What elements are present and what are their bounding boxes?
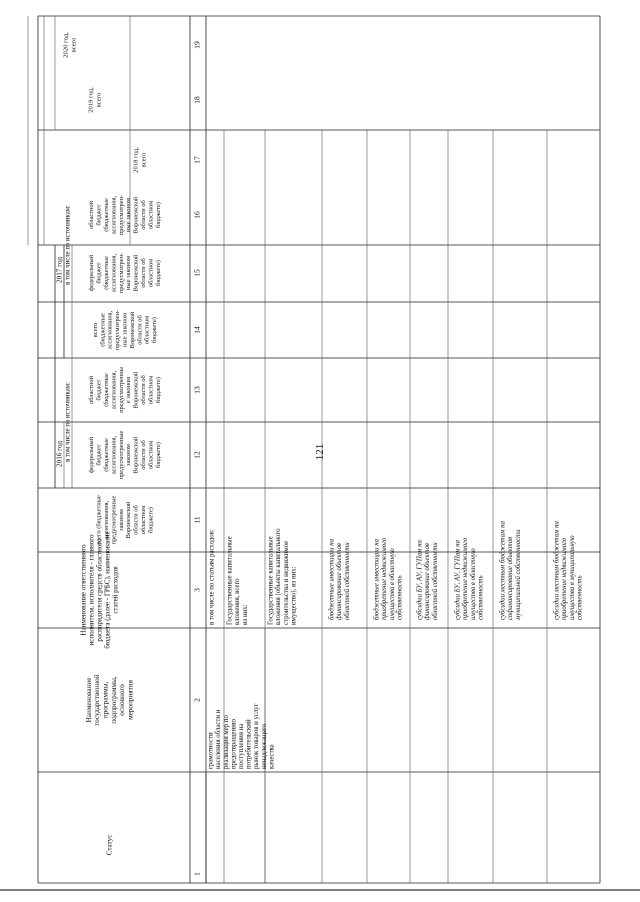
column-number: 19 xyxy=(192,41,202,49)
expense-row-text: из них: xyxy=(241,604,249,625)
table-row xyxy=(500,521,522,621)
header-federal-2016: Воронежской xyxy=(132,436,140,474)
header-incl-sources: в том числе по источникам: xyxy=(64,382,72,462)
header-federal-2017: области об xyxy=(139,258,147,288)
header-regional-2017: областном xyxy=(147,200,155,230)
expense-row-text: Государственные капитальные xyxy=(267,536,275,625)
header-regional-2017: ассигнования, xyxy=(110,195,118,235)
column-number: 13 xyxy=(192,386,202,394)
header-regional-2017: ные законом xyxy=(125,197,133,233)
expense-row-text: приобретение недвижимого xyxy=(561,537,569,620)
header-program-name: мероприятия xyxy=(126,680,135,720)
header-federal-2017: федеральный xyxy=(88,254,96,292)
header-responsible: бюджета (далее - ГРБС), наименование xyxy=(103,531,112,649)
header-responsible: исполнителя, исполнителя - главного xyxy=(87,534,96,646)
expense-row-text: строительства и недвижимое xyxy=(282,540,290,625)
table-row xyxy=(268,528,298,625)
header-total-2017: областном xyxy=(143,315,151,345)
header-total-2017: всего xyxy=(91,322,99,338)
column-number: 2 xyxy=(192,698,202,702)
header-regional-2016: бюджете) xyxy=(154,377,162,403)
expense-row-text: имущества в областную xyxy=(469,548,477,620)
expense-row-text: финансирование объектов xyxy=(336,543,344,620)
header-federal-2017: ассигнования, xyxy=(110,253,118,293)
header-regional-2016: е законом xyxy=(125,376,133,404)
program-text-line: населения области и xyxy=(215,709,223,769)
program-text-line: качества xyxy=(268,744,276,769)
header-federal-2016: ассигнования, xyxy=(110,435,118,475)
table-row xyxy=(209,529,216,625)
header-federal-2016: областном xyxy=(147,440,155,470)
expense-row-text: Государственные капитальные xyxy=(226,536,234,625)
header-total-2017: (бюджетные xyxy=(99,313,107,347)
header-total-2016: ассигнования, xyxy=(102,500,110,540)
expense-row-text: муниципальной собственности xyxy=(514,529,522,620)
header-regional-2017: предусмотрен- xyxy=(117,194,125,236)
program-text-line: ненадлежащего xyxy=(260,723,268,769)
header-program-name: государственной xyxy=(93,674,102,726)
header-regional-2016: областном xyxy=(147,375,155,405)
header-regional-2016: областной xyxy=(88,376,96,404)
header-status: Статус xyxy=(105,834,114,856)
header-regional-2016: предусмотренны xyxy=(117,367,125,413)
expense-row-text: собственность xyxy=(477,575,485,620)
column-number: 11 xyxy=(192,516,202,524)
header-federal-2016: (бюджетные xyxy=(102,438,110,472)
expense-row-text: софинансирование объектов xyxy=(507,536,515,620)
expense-row-text: субсидии местным бюджетам на xyxy=(499,521,507,620)
header-total-2016: предусмотренные xyxy=(110,495,118,545)
table-row xyxy=(329,538,351,620)
column-number: 15 xyxy=(192,269,202,277)
program-text-line: рынок товаров и услуг xyxy=(253,703,261,769)
expense-row-text: имущество), из них: xyxy=(290,566,298,625)
expense-row-text: вложения (объекты капитального xyxy=(275,528,283,625)
program-text-line: поступления на xyxy=(237,723,245,769)
header-incl-sources: в том числе по источникам: xyxy=(64,205,72,285)
expense-row-text: субсидии местным бюджетам на xyxy=(553,521,561,620)
header-federal-2016: федеральный xyxy=(88,436,96,474)
table-body xyxy=(208,521,584,769)
header-responsible: Наименование ответственного xyxy=(79,544,88,636)
header-regional-2017: области об xyxy=(139,200,147,230)
header-federal-2016: области об xyxy=(139,440,147,470)
header-responsible: статей расходов xyxy=(111,566,120,614)
header-federal-2017: областном xyxy=(147,258,155,288)
header-2020: 2020 год, xyxy=(62,32,70,58)
table-header xyxy=(56,32,202,876)
expense-row-text: областной собственности xyxy=(431,542,439,620)
expense-row-text: приобретение недвижимого xyxy=(462,537,470,620)
column-number: 17 xyxy=(192,156,202,164)
expense-row-text: субсидии БУ, АУ, ГУПам на xyxy=(416,540,424,620)
expense-row-text: собственность xyxy=(396,575,404,620)
table-row xyxy=(417,539,439,620)
program-text-line: грамотности xyxy=(207,732,215,769)
header-total-2017: области об xyxy=(136,315,144,345)
header-total-2016: всего (бюджетные xyxy=(95,495,103,545)
table-row xyxy=(455,537,485,620)
header-federal-2016: предусмотренные xyxy=(117,430,125,480)
program-text-line: реализация мер по xyxy=(222,715,230,769)
header-total-2016: областном xyxy=(139,505,147,535)
expense-row-text: областной собственности xyxy=(343,542,351,620)
header-total-2016: Воронежской xyxy=(125,501,133,539)
header-regional-2017: областной xyxy=(88,201,96,229)
table-row xyxy=(227,536,249,625)
table-row xyxy=(374,537,404,620)
header-total-2016: законом xyxy=(117,509,125,531)
header-federal-2017: Воронежской xyxy=(132,254,140,292)
header-2018: всего xyxy=(140,152,148,168)
table-row xyxy=(554,521,584,620)
program-text-line: предотвращению xyxy=(230,719,238,769)
expense-row-text: в том числе по статьям расходов: xyxy=(208,529,216,625)
header-federal-2016: законом xyxy=(125,444,133,466)
header-2019: всего xyxy=(95,92,103,108)
header-total-2017: ассигнования, xyxy=(106,310,114,350)
column-number: 12 xyxy=(192,451,202,459)
expense-row-text: субсидии БУ, АУ, ГУПам на xyxy=(454,540,462,620)
expense-row-text: бюджетные инвестиции на xyxy=(328,538,336,620)
header-total-2017: Воронежской xyxy=(128,311,136,349)
header-2018: 2018 год, xyxy=(132,147,140,173)
header-federal-2017: бюджет xyxy=(95,262,103,284)
expense-row-text: собственность xyxy=(576,575,584,620)
column-number: 14 xyxy=(192,326,202,334)
header-federal-2016: бюджет xyxy=(95,444,103,466)
header-regional-2016: ассигнования, xyxy=(110,370,118,410)
header-regional-2017: бюджете) xyxy=(154,202,162,228)
header-total-2017: предусмотрен- xyxy=(114,309,122,351)
header-regional-2017: (бюджетные xyxy=(102,198,110,232)
header-program-name: основного xyxy=(118,684,127,716)
header-total-2016: бюджете) xyxy=(147,507,155,533)
header-regional-2016: Воронежской xyxy=(132,371,140,409)
expense-row-text: имущества в муниципальную xyxy=(568,535,576,620)
header-total-2016: области об xyxy=(132,505,140,535)
header-federal-2017: бюджете) xyxy=(154,260,162,286)
header-total-2017: бюджете) xyxy=(151,317,159,343)
header-responsible: распорядителя средств областного xyxy=(95,538,104,642)
header-year-2016: 2016 год xyxy=(55,441,64,467)
header-regional-2016: бюджет xyxy=(95,379,103,401)
header-federal-2017: предусмотрен- xyxy=(117,252,125,294)
header-federal-2017: (бюджетные xyxy=(102,256,110,290)
header-total-2017: ные законом xyxy=(121,312,129,348)
expense-row-text: финансирование объектов xyxy=(424,543,432,620)
column-number: 3 xyxy=(192,588,202,592)
header-federal-2016: бюджете) xyxy=(154,442,162,468)
column-number: 16 xyxy=(192,211,202,219)
header-regional-2017: бюджет xyxy=(95,204,103,226)
expense-row-text: бюджетные инвестиции на xyxy=(373,538,381,620)
page-number: 121 xyxy=(314,443,326,461)
header-regional-2017: Воронежской xyxy=(132,196,140,234)
header-program-name: подпрограммы, xyxy=(109,676,118,724)
header-federal-2017: ные законом xyxy=(125,255,133,291)
header-2020: всего xyxy=(70,37,78,53)
header-regional-2016: области об xyxy=(139,375,147,405)
expense-row-text: приобретение недвижимого xyxy=(381,537,389,620)
header-regional-2016: (бюджетные xyxy=(102,373,110,407)
expense-row-text: вложения, всего xyxy=(234,578,242,625)
expense-row-text: имущества в областную xyxy=(388,548,396,620)
header-program-name: программы, xyxy=(101,681,110,719)
program-text-line: потребительский xyxy=(245,719,253,769)
header-program-name: Наименование xyxy=(84,677,93,723)
header-2019: 2019 год, xyxy=(87,87,95,113)
column-number: 18 xyxy=(192,96,202,104)
header-year-2017: 2017 год xyxy=(55,257,64,283)
column-number: 1 xyxy=(192,872,202,876)
